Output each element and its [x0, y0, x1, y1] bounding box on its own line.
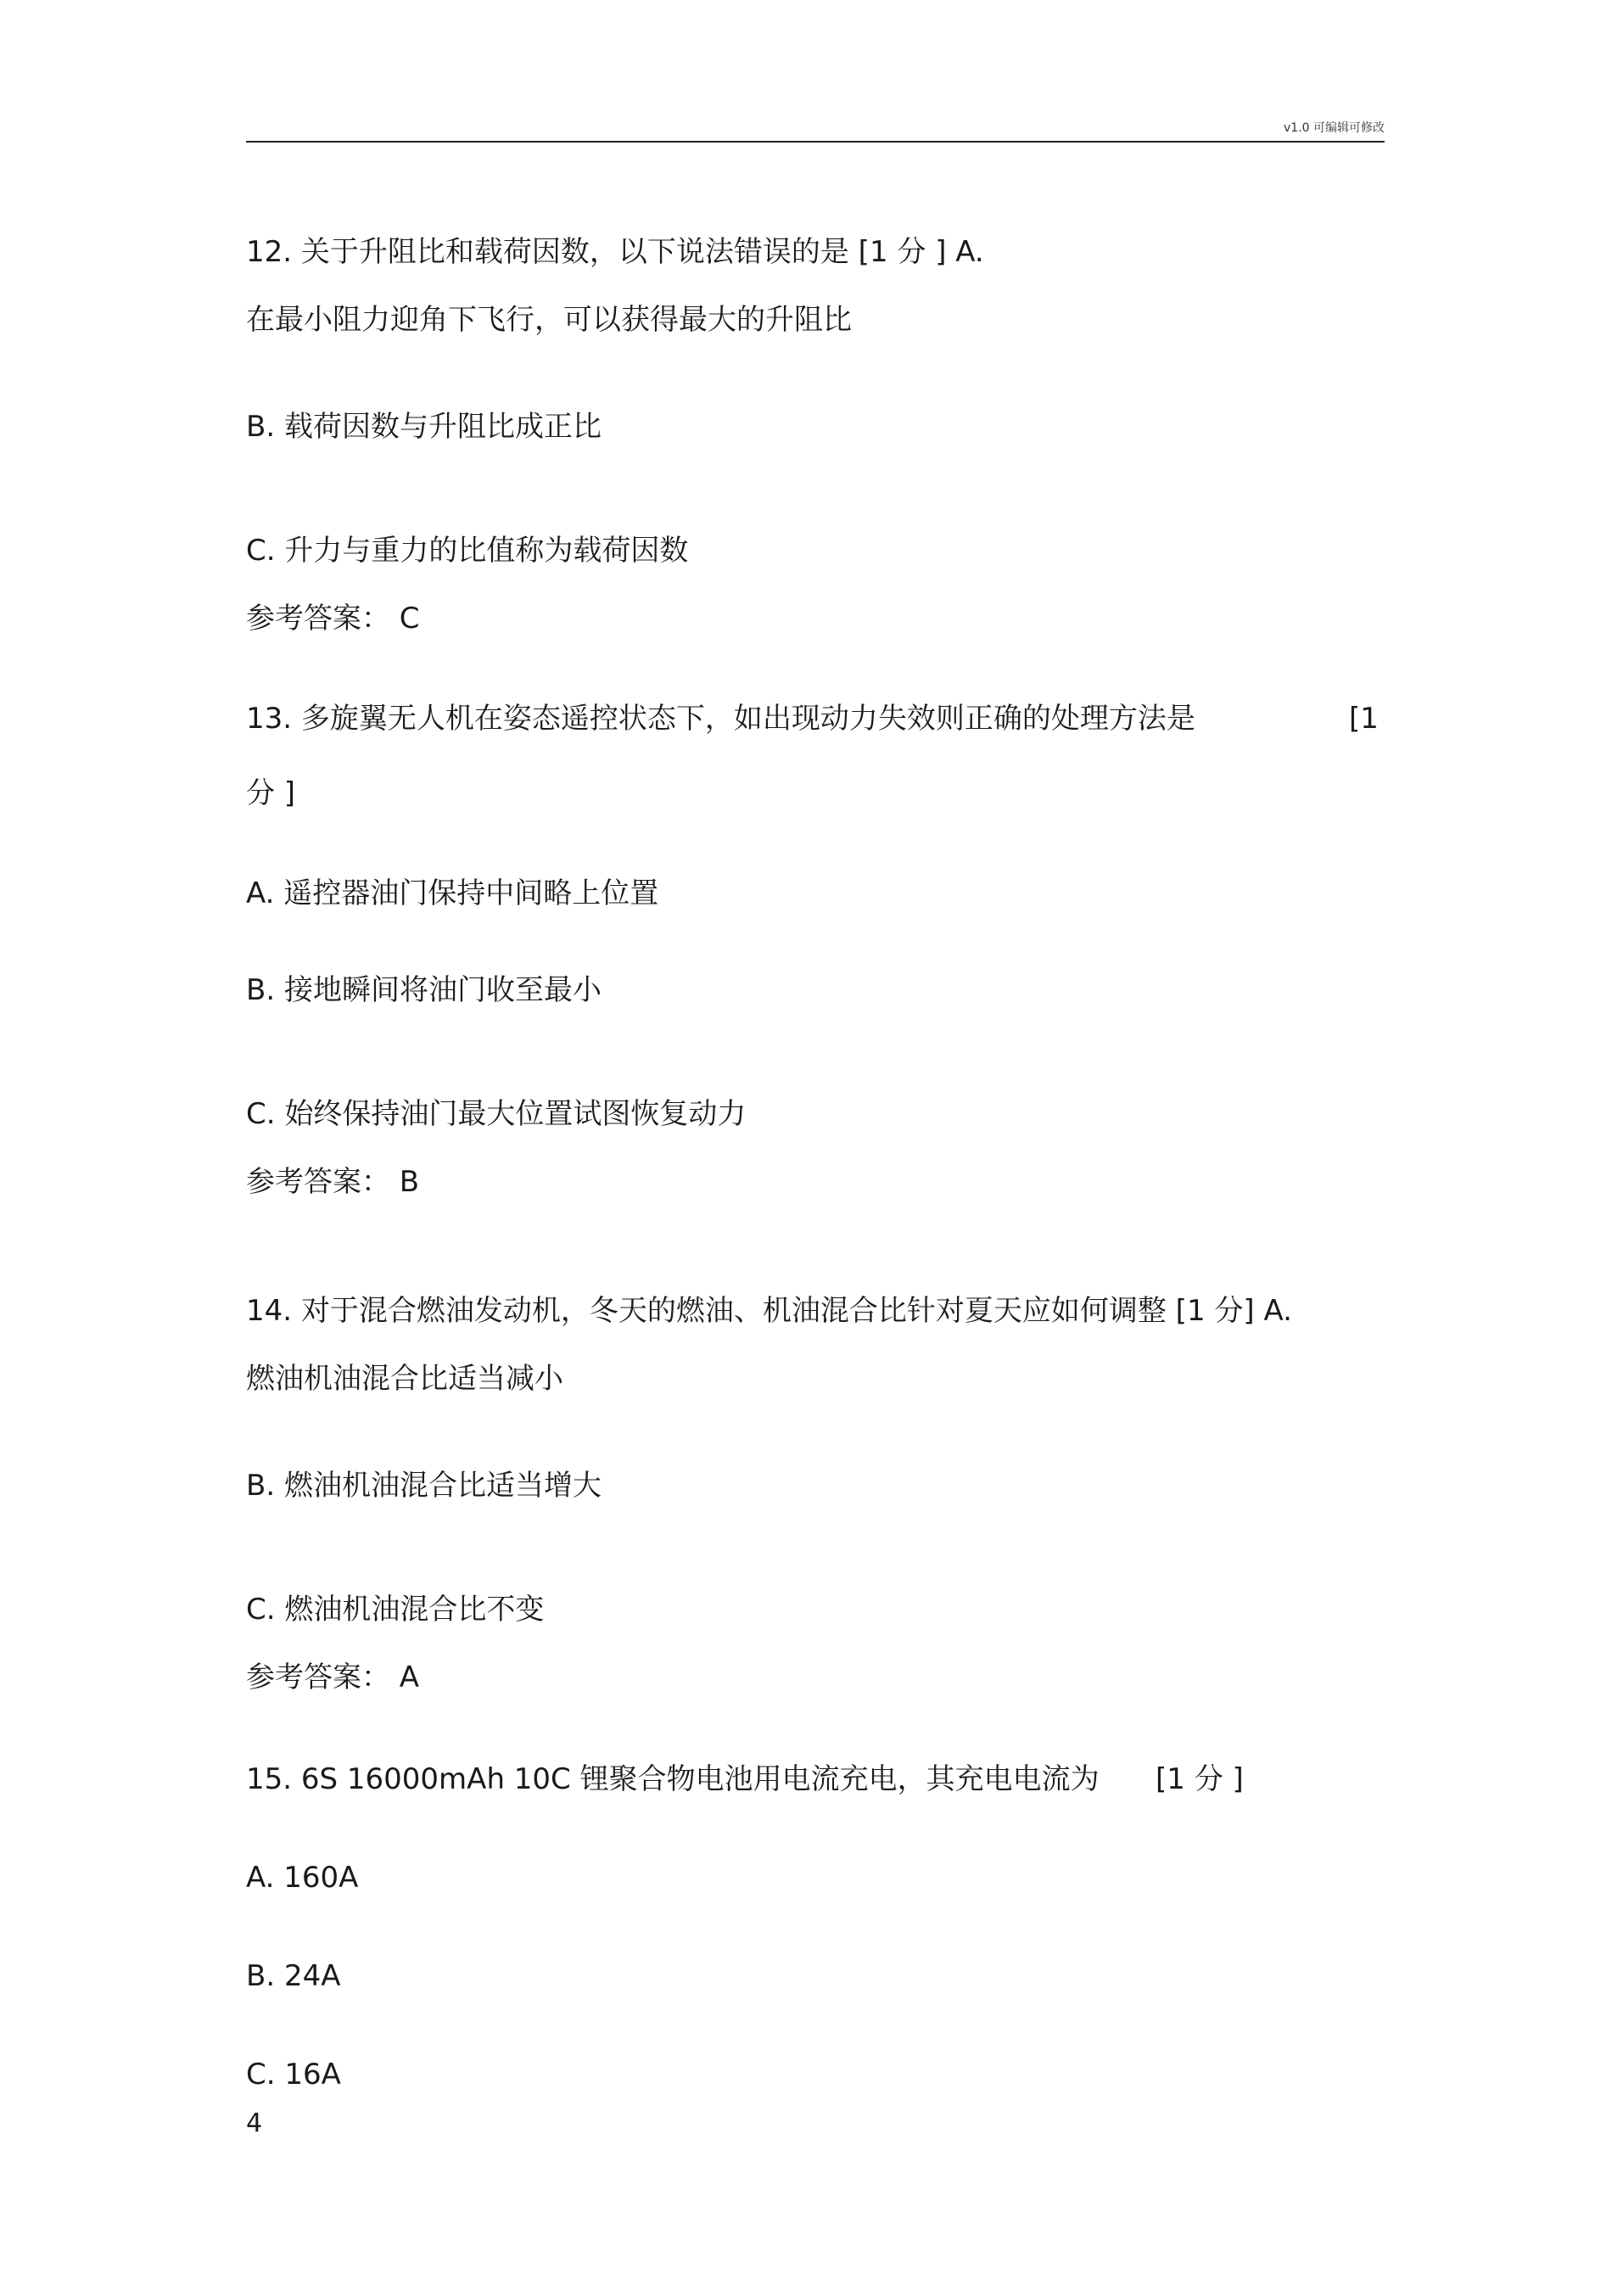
- header-divider: [246, 141, 1385, 143]
- question-15-option-a: A. 160A: [246, 1861, 359, 1895]
- question-12-answer: 参考答案： C: [246, 602, 420, 636]
- header-version-label: v1.0 可编辑可修改: [1284, 121, 1385, 135]
- question-15-option-b: B. 24A: [246, 1959, 341, 1993]
- question-15-stem: 15. 6S 16000mAh 10C 锂聚合物电池用电流充电，其充电电流为: [246, 1762, 1100, 1796]
- question-15-option-c: C. 16A: [246, 2058, 341, 2092]
- question-13-answer: 参考答案： B: [246, 1165, 420, 1199]
- question-13-option-c: C. 始终保持油门最大位置试图恢复动力: [246, 1097, 747, 1131]
- question-13-option-b: B. 接地瞬间将油门收至最小: [246, 973, 602, 1007]
- question-12-option-c: C. 升力与重力的比值称为载荷因数: [246, 534, 689, 568]
- question-13-option-a: A. 遥控器油门保持中间略上位置: [246, 876, 659, 910]
- question-12-option-a: 在最小阻力迎角下飞行，可以获得最大的升阻比: [246, 303, 852, 337]
- question-14-option-a: 燃油机油混合比适当减小: [246, 1362, 563, 1396]
- question-14-option-b: B. 燃油机油混合比适当增大: [246, 1469, 602, 1503]
- page-number: 4: [246, 2108, 263, 2138]
- question-14-option-c: C. 燃油机油混合比不变: [246, 1593, 545, 1627]
- question-14-stem: 14. 对于混合燃油发动机，冬天的燃油、机油混合比针对夏天应如何调整 [1 分] A.: [246, 1294, 1292, 1328]
- question-13-stem: 13. 多旋翼无人机在姿态遥控状态下，如出现动力失效则正确的处理方法是: [246, 702, 1195, 736]
- question-12-stem: 12. 关于升阻比和载荷因数，以下说法错误的是 [1 分 ] A.: [246, 235, 984, 269]
- question-13-score-end: 分 ]: [246, 776, 296, 810]
- question-14-answer: 参考答案： A: [246, 1660, 420, 1694]
- question-15-score: [1 分 ]: [1156, 1762, 1244, 1796]
- question-12-option-b: B. 载荷因数与升阻比成正比: [246, 410, 602, 444]
- question-13-score-start: [1: [1349, 702, 1379, 736]
